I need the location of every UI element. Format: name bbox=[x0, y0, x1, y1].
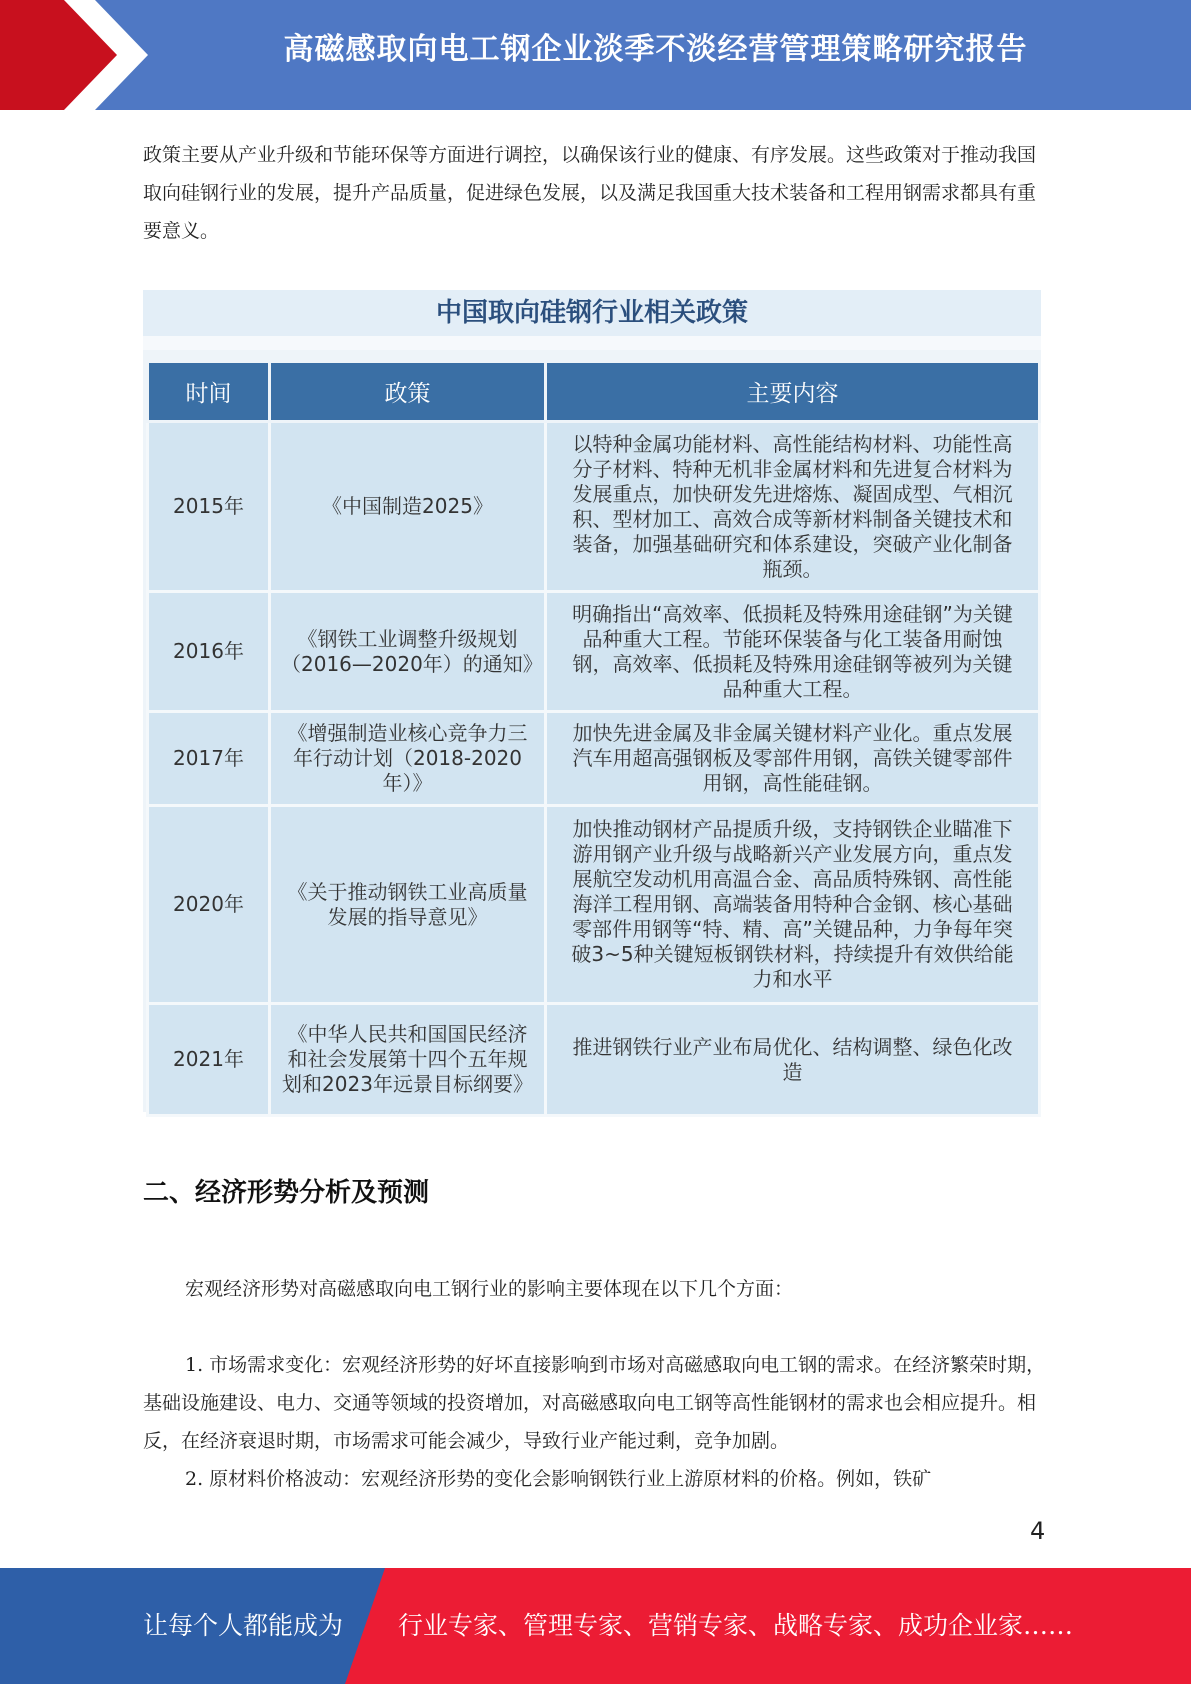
header-cell-time: 时间 bbox=[148, 362, 270, 422]
table-title-divider bbox=[143, 336, 1041, 350]
footer-slogan-left: 让每个人都能成为 bbox=[143, 1611, 344, 1640]
row-year: 2016年 bbox=[148, 592, 270, 712]
header-cell-policy: 政策 bbox=[270, 362, 546, 422]
row-policy: 《关于推动钢铁工业高质量发展的指导意见》 bbox=[270, 806, 546, 1004]
table-row bbox=[148, 592, 1040, 712]
section-heading: 二、经济形势分析及预测 bbox=[143, 1178, 430, 1208]
policy-table-figure bbox=[143, 290, 1041, 1112]
policy-table bbox=[146, 360, 1041, 1117]
row-year: 2020年 bbox=[148, 806, 270, 1004]
row-content: 以特种金属功能材料、高性能结构材料、功能性高分子材料、特种无机非金属材料和先进复合材料为发展重点，加快研发先进熔炼、凝固成型、气相沉积、型材加工、高效合成等新材料制备关键技术和装备，加强基础研究和体系建设，突破产业化制备瓶颈。 bbox=[546, 422, 1040, 592]
table-row bbox=[148, 1004, 1040, 1116]
list-item: 1. 市场需求变化：宏观经济形势的好坏直接影响到市场对高磁感取向电工钢的需求。在经济繁荣时期，基础设施建设、电力、交通等领域的投资增加，对高磁感取向电工钢等高性能钢材的需求也会相应提升。相反，在经济衰退时期，市场需求可能会减少，导致行业产能过剩，竞争加剧。 bbox=[143, 1354, 1046, 1452]
footer-slogan-right: 行业专家、管理专家、营销专家、战略专家、成功企业家…… bbox=[398, 1611, 1074, 1640]
row-content: 加快先进金属及非金属关键材料产业化。重点发展汽车用超高强钢板及零部件用钢，高铁关键零部件用钢，高性能硅钢。 bbox=[546, 712, 1040, 806]
table-row bbox=[148, 422, 1040, 592]
row-policy: 《中国制造2025》 bbox=[270, 422, 546, 592]
list-item: 2. 原材料价格波动：宏观经济形势的变化会影响钢铁行业上游原材料的价格。例如，铁矿 bbox=[185, 1468, 932, 1490]
row-policy: 《增强制造业核心竞争力三年行动计划（2018-2020年）》 bbox=[270, 712, 546, 806]
table-row bbox=[148, 806, 1040, 1004]
header-cell-content: 主要内容 bbox=[546, 362, 1040, 422]
row-content: 加快推动钢材产品提质升级，支持钢铁企业瞄准下游用钢产业升级与战略新兴产业发展方向，重点发展航空发动机用高温合金、高品质特殊钢、高性能海洋工程用钢、高端装备用特种合金钢、核心基础零部件用钢等“特、精、高”关键品种，力争每年突破3~5种关键短板钢铁材料，持续提升有效供给能力和水平 bbox=[546, 806, 1040, 1004]
policy-table-title: 中国取向硅钢行业相关政策 bbox=[143, 290, 1041, 336]
page-footer bbox=[0, 1568, 1191, 1684]
row-year: 2015年 bbox=[148, 422, 270, 592]
table-header-row bbox=[148, 362, 1040, 422]
row-policy: 《中华人民共和国国民经济和社会发展第十四个五年规划和2023年远景目标纲要》 bbox=[270, 1004, 546, 1116]
row-year: 2017年 bbox=[148, 712, 270, 806]
table-row bbox=[148, 712, 1040, 806]
section-intro-paragraph: 宏观经济形势对高磁感取向电工钢行业的影响主要体现在以下几个方面： bbox=[185, 1278, 794, 1300]
intro-paragraph: 政策主要从产业升级和节能环保等方面进行调控，以确保该行业的健康、有序发展。这些政策对于推动我国取向硅钢行业的发展，提升产品质量，促进绿色发展，以及满足我国重大技术装备和工程用钢需求都具有重要意义。 bbox=[143, 144, 1037, 242]
report-title: 高磁感取向电工钢企业淡季不淡经营管理策略研究报告 bbox=[283, 32, 1028, 67]
row-year: 2021年 bbox=[148, 1004, 270, 1116]
page-number: 4 bbox=[1030, 1517, 1046, 1545]
page-header bbox=[0, 0, 1191, 110]
row-content: 明确指出“高效率、低损耗及特殊用途硅钢”为关键品种重大工程。节能环保装备与化工装备用耐蚀钢，高效率、低损耗及特殊用途硅钢等被列为关键品种重大工程。 bbox=[546, 592, 1040, 712]
row-policy: 《钢铁工业调整升级规划（2016—2020年）的通知》 bbox=[270, 592, 546, 712]
row-content: 推进钢铁行业产业布局优化、结构调整、绿色化改造 bbox=[546, 1004, 1040, 1116]
